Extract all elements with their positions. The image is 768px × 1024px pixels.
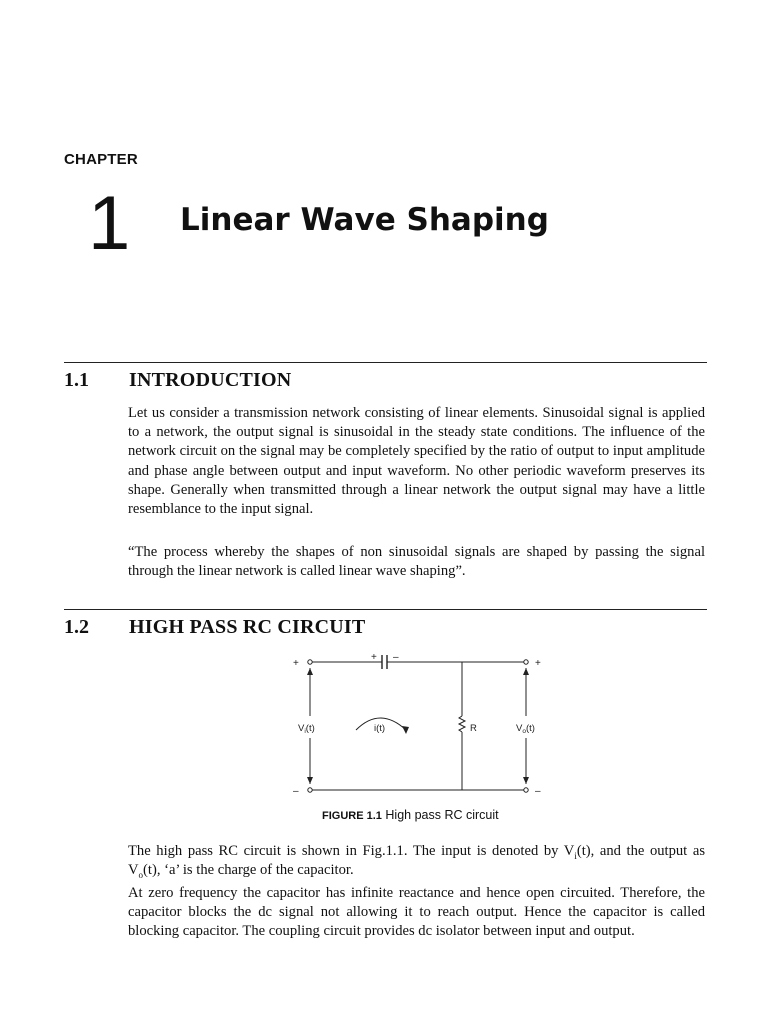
chapter-title: Linear Wave Shaping	[180, 202, 549, 238]
section-title: HIGH PASS RC CIRCUIT	[129, 616, 366, 638]
definition-quote: “The process whereby the shapes of non sinusoidal signals are shaped by passing the signal through the linear network is called linear wave shaping”.	[128, 544, 705, 580]
section-divider	[64, 362, 707, 363]
arrow-head	[523, 777, 529, 784]
chapter-number: 1	[88, 181, 131, 266]
current-label: i(t)	[374, 723, 386, 734]
section-divider	[64, 609, 707, 610]
blocking-capacitor-paragraph: At zero frequency the capacitor has infinite reactance and hence open circuited. Therefore, the capacitor blocks the dc signal not allowing it to reach output. Hence the capacitor is called blocking capacitor. The coupling circuit provides dc isolator between input and output.	[128, 885, 705, 940]
arrow-head	[307, 777, 313, 784]
figure-caption-text: High pass RC circuit	[385, 808, 499, 822]
input-voltage-label: $V_i(t)$	[298, 723, 315, 735]
arrow-head	[523, 668, 529, 675]
input-terminal	[308, 788, 312, 792]
resistor	[459, 716, 465, 732]
intro-paragraph: Let us consider a transmission network consisting of linear elements. Sinusoidal signal is applied to a network, the output signal is sinusoidal in the steady state conditions. The influence of the network circuit on the signal may be completely specified by the ratio of output to input amplitude and phase angle between output and input waveform. No other periodic waveform preserves its shape. Generally when transmitted through a linear network the output signal may have a little resemblance to the input signal.	[128, 405, 705, 518]
output-plus-sign: +	[535, 658, 541, 669]
high-pass-rc-circuit-diagram	[290, 650, 550, 798]
input-minus-sign: –	[293, 786, 299, 797]
capacitor-minus-sign: –	[393, 652, 399, 663]
current-arrow-head	[402, 726, 409, 734]
figure-caption	[322, 808, 499, 822]
chapter-label: CHAPTER	[64, 151, 138, 168]
figure-label: FIGURE 1.1	[322, 810, 382, 822]
input-plus-sign: +	[293, 658, 299, 669]
output-terminal	[524, 660, 528, 664]
resistor-label: R	[470, 723, 477, 734]
output-voltage-label: $V_o(t)$	[516, 723, 535, 735]
capacitor-plus-sign: +	[371, 652, 377, 663]
output-terminal	[524, 788, 528, 792]
section-number: 1.2	[64, 616, 89, 638]
arrow-head	[307, 668, 313, 675]
circuit-description-paragraph: The high pass RC circuit is shown in Fig.1.1. The input is denoted by $V_i(t)$, and the output as $V_o(t)$, ‘a’ is the charge of the capacitor.	[128, 843, 705, 881]
output-minus-sign: –	[535, 786, 541, 797]
input-terminal	[308, 660, 312, 664]
section-number: 1.1	[64, 369, 89, 391]
section-title: INTRODUCTION	[129, 369, 292, 391]
